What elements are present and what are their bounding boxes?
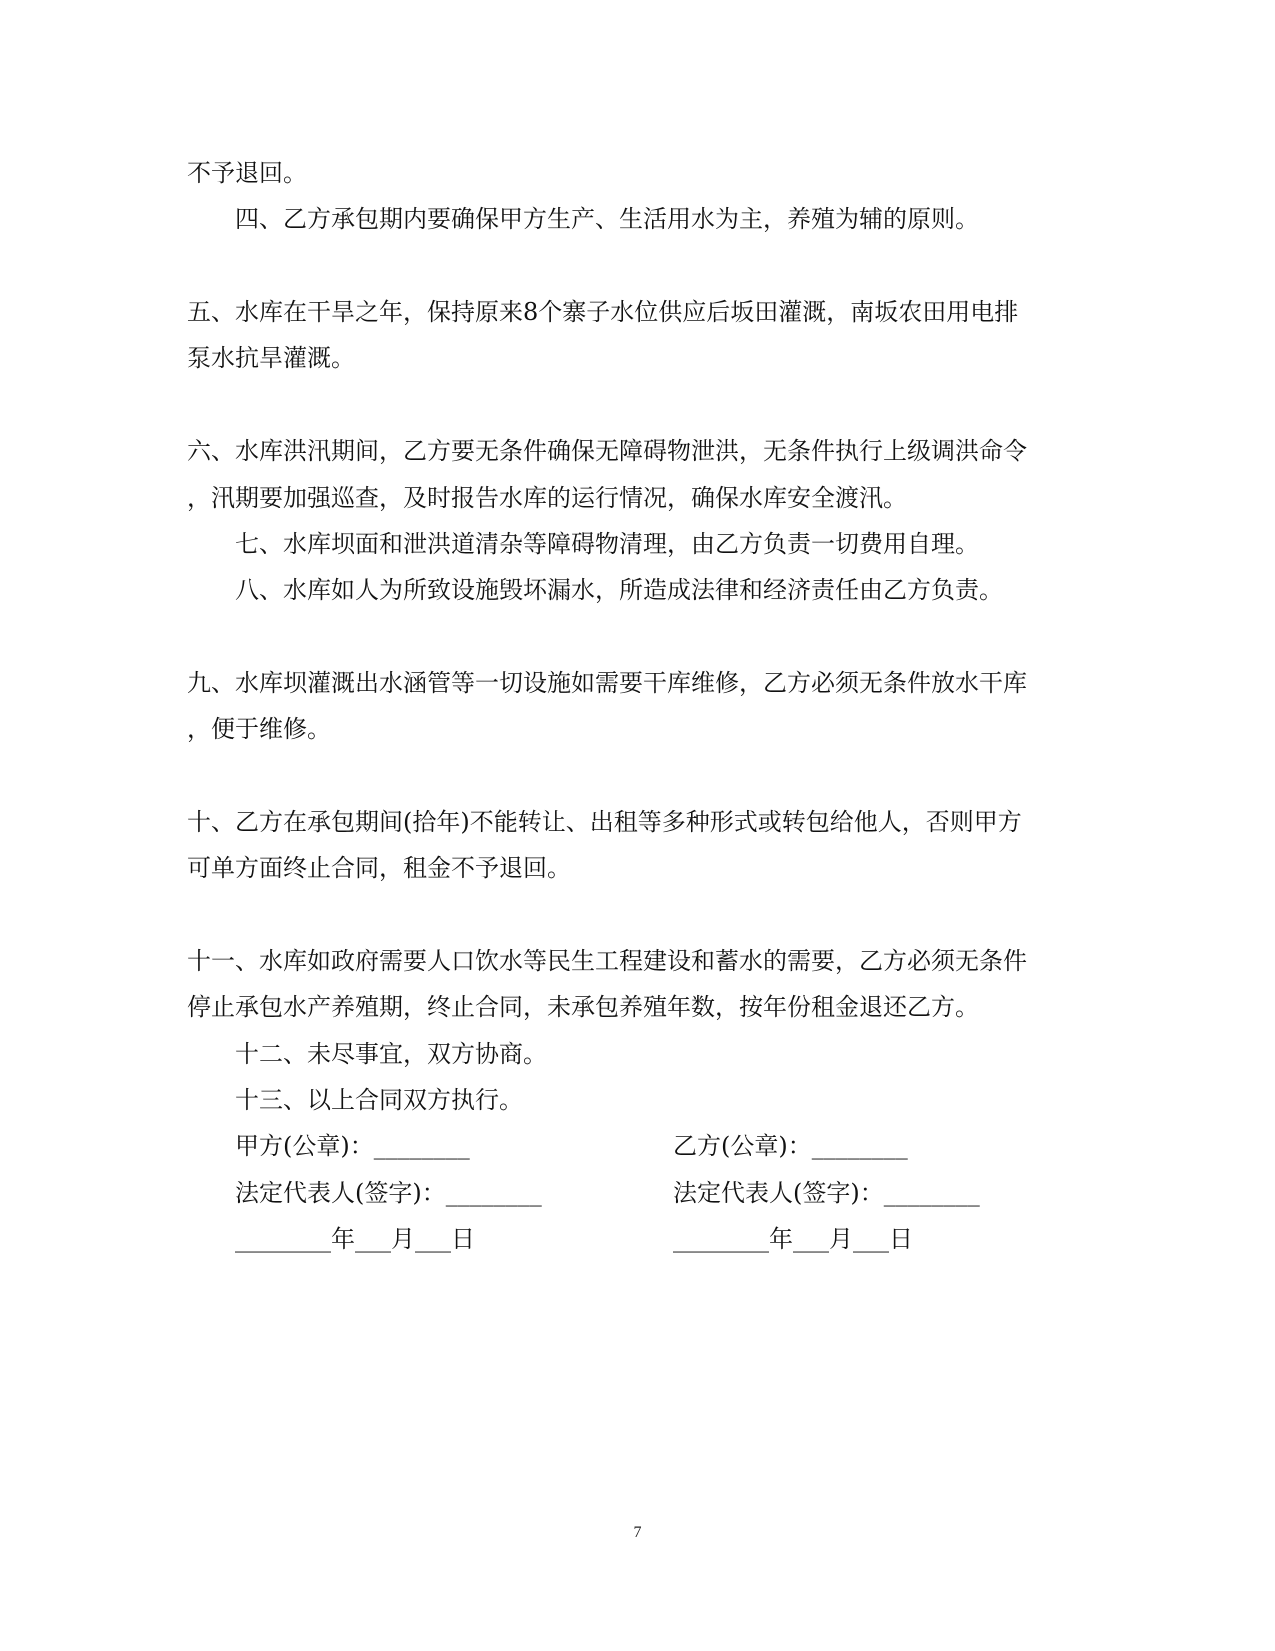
clause-11-line-1: 十一、水库如政府需要人口饮水等民生工程建设和蓄水的需要，乙方必须无条件	[187, 947, 1027, 975]
clause-10-line-1: 十、乙方在承包期间(拾年)不能转让、出租等多种形式或转包给他人，否则甲方	[187, 808, 1022, 836]
text-line: 不予退回。	[187, 159, 307, 187]
clause-5-line-2: 泵水抗旱灌溉。	[187, 344, 355, 372]
party-a-representative-field: 法定代表人(签字)：________	[235, 1179, 542, 1207]
party-a-seal-field: 甲方(公章)：________	[235, 1132, 470, 1160]
party-b-representative-field: 法定代表人(签字)：________	[673, 1179, 980, 1207]
clause-13: 十三、以上合同双方执行。	[235, 1086, 523, 1114]
party-a-date-field: ________年___月___日	[235, 1225, 475, 1253]
clause-12: 十二、未尽事宜，双方协商。	[235, 1040, 547, 1068]
page-number: 7	[633, 1524, 642, 1541]
clause-5-line-1: 五、水库在干旱之年，保持原来8个寨子水位供应后坂田灌溉，南坂农田用电排	[187, 298, 1019, 326]
clause-6-line-2: ，汛期要加强巡查，及时报告水库的运行情况，确保水库安全渡汛。	[187, 484, 907, 512]
party-b-date-field: ________年___月___日	[673, 1225, 913, 1253]
clause-7: 七、水库坝面和泄洪道清杂等障碍物清理，由乙方负责一切费用自理。	[235, 530, 979, 558]
clause-9-line-1: 九、水库坝灌溉出水涵管等一切设施如需要干库维修，乙方必须无条件放水干库	[187, 669, 1027, 697]
clause-8: 八、水库如人为所致设施毁坏漏水，所造成法律和经济责任由乙方负责。	[235, 576, 1003, 604]
clause-10-line-2: 可单方面终止合同，租金不予退回。	[187, 854, 571, 882]
clause-6-line-1: 六、水库洪汛期间，乙方要无条件确保无障碍物泄洪，无条件执行上级调洪命令	[187, 437, 1027, 465]
party-b-seal-field: 乙方(公章)：________	[673, 1132, 908, 1160]
clause-11-line-2: 停止承包水产养殖期，终止合同，未承包养殖年数，按年份租金退还乙方。	[187, 993, 979, 1021]
clause-9-line-2: ，便于维修。	[187, 715, 331, 743]
clause-4: 四、乙方承包期内要确保甲方生产、生活用水为主，养殖为辅的原则。	[235, 205, 979, 233]
